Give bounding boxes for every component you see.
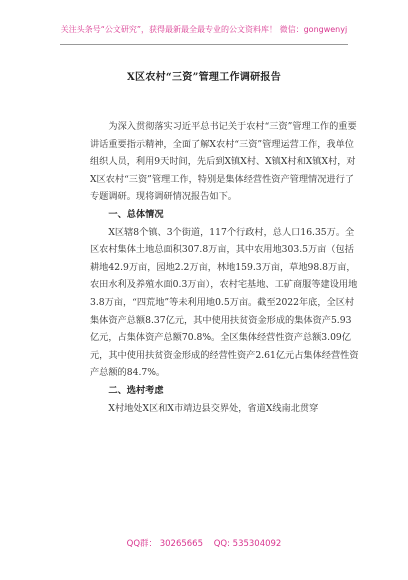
- document-body: [90, 118, 360, 417]
- header-promo-note: 关注头条号“公文研究”，获得最新最全最专业的公文资料库！ 微信：gongwenyj: [60, 25, 348, 34]
- section-1-heading: 一、总体情况: [108, 208, 164, 220]
- section-1-paragraph: X区辖8个镇、3个街道，117个行政村，总人口16.35万。全区农村集体土地总面积307.8万亩，其中农用地303.5万亩（包括耕地42.9万亩，园地2.2万亩，林地159.3万亩，草地98.8万亩，农田水利及养殖水面0.3万亩），农村宅基地、工矿商服等建设用地3.8万亩，“四荒地”等未利用地0.5万亩。截至2022年底，全区村集体资产总额8.37亿元，其中使用扶贫资金形成的集体资产5.93亿元，占集体资产总额70.8%。全区集体经营性资产总额3.09亿元，其中使用扶贫资金形成的经营性资产2.61亿元占集体经营性资产总额的84.7%。: [90, 226, 359, 379]
- intro-paragraph: 为深入贯彻落实习近平总书记关于农村“三资”管理工作的重要讲话重要指示精神，全面了解X农村“三资”管理运营工作，我单位组织人员，利用9天时间，先后到X镇X村、X镇X村和X镇X村，对X区农村“三资”管理工作，特别是集体经营性资产管理情况进行了专题调研。现将调研情况报告如下。: [90, 121, 357, 203]
- section-2-heading: 二、选村考虑: [108, 384, 164, 396]
- header-divider: [60, 44, 348, 45]
- footer-qq-number: QQ: 535304092: [213, 539, 282, 549]
- section-2-paragraph: X村地处X区和X市靖边县交界处，省道X线南北贯穿: [108, 402, 319, 414]
- footer-qq-group: QQ群： 30265665: [126, 539, 204, 549]
- footer-contact: [0, 537, 408, 549]
- document-title: X区农村“三资”管理工作调研报告: [126, 72, 282, 83]
